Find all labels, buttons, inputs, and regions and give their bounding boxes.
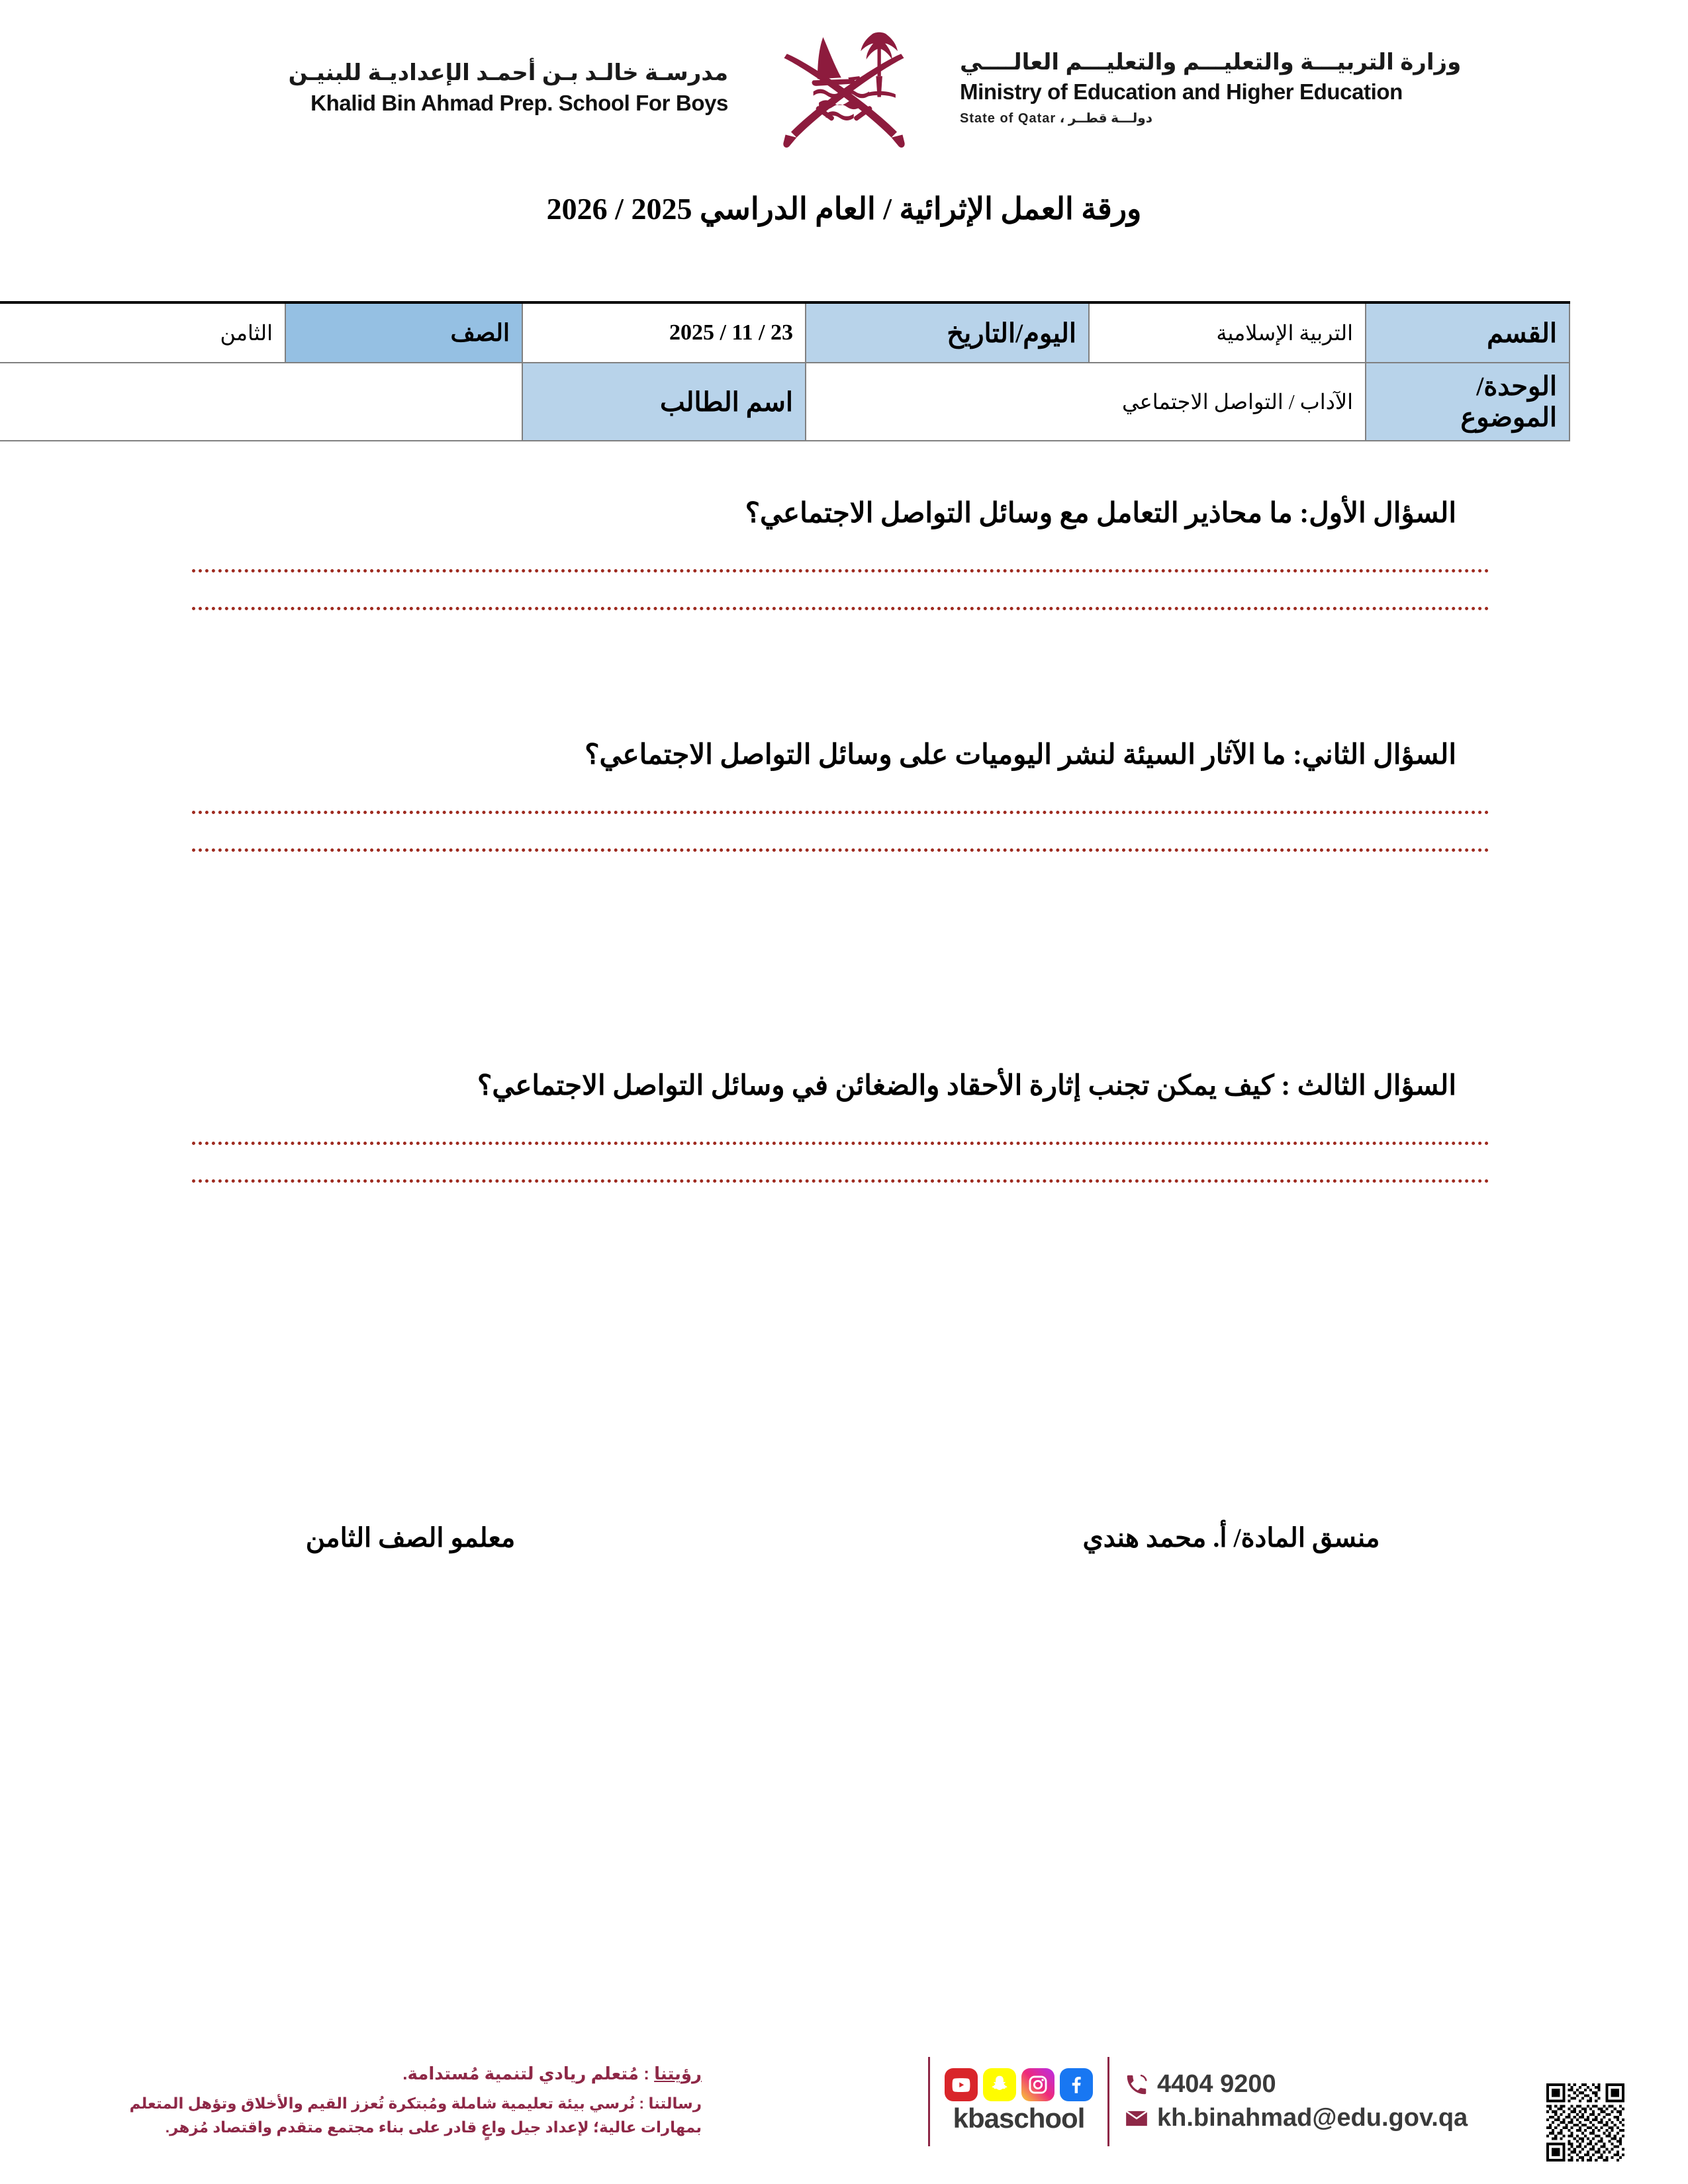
value-day-date: 2025 / 11 / 23 [522,302,806,363]
phone-number: 4404 9200 [1157,2070,1276,2098]
school-name-arabic: مدرسـة خالـد بـن أحمـد الإعداديـة للبنيـن [288,60,728,86]
question-2-text: السؤال الثاني: ما الآثار السيئة لنشر اليوميات على وسائل التواصل الاجتماعي؟ [585,740,1456,770]
youtube-icon[interactable] [945,2068,978,2101]
label-department: القسم [1366,302,1570,363]
answer-line[interactable] [192,1142,1489,1145]
page-header [0,25,1688,151]
social-icon-row [945,2068,1093,2101]
question-3-text: السؤال الثالث : كيف يمكن تجنب إثارة الأحقاد والضغائن في وسائل التواصل الاجتماعي؟ [477,1071,1456,1101]
table-row [0,363,1570,441]
coordinator-signature: منسق المادة/ أ. محمد هندي [1082,1523,1380,1553]
footer-divider-2 [1107,2057,1109,2146]
vision-statement [0,2064,702,2084]
answer-line[interactable] [192,811,1489,814]
vision-label: رؤيتنا [654,2063,702,2083]
answer-line[interactable] [192,848,1489,852]
vision-mission-block [0,2064,914,2139]
phone-icon [1124,2072,1149,2097]
question-1-text: السؤال الأول: ما محاذير التعامل مع وسائل التواصل الاجتماعي؟ [745,498,1456,529]
snapchat-icon[interactable] [983,2068,1016,2101]
school-name-english: Khalid Bin Ahmad Prep. School For Boys [310,90,728,115]
school-identity [152,60,748,115]
qatar-state-emblem [748,22,940,154]
social-handle[interactable]: kbaschool [953,2103,1085,2134]
worksheet-info-table [0,301,1570,441]
ministry-name-english: Ministry of Education and Higher Education [960,79,1403,105]
vision-body: : مُتعلم ريادي لتنمية مُستدامة. [402,2063,649,2083]
table-row [0,302,1570,363]
ministry-identity [940,50,1536,126]
social-media-block [945,2068,1093,2134]
question-3-block [0,1066,1688,1183]
instagram-icon[interactable] [1021,2068,1055,2101]
ministry-name-arabic: وزارة التربيـــة والتعليـــم والتعليـــم العالــــي [960,49,1462,75]
phone-row [1124,2070,1468,2099]
value-grade: الثامن [0,302,285,363]
answer-line[interactable] [192,607,1489,610]
facebook-icon[interactable] [1060,2068,1093,2101]
email-icon [1124,2106,1149,2131]
question-1-block [0,493,1688,610]
qr-code[interactable] [1546,2083,1624,2161]
question-3-answer-area[interactable] [0,1142,1688,1183]
label-day-date: اليوم/التاريخ [806,302,1089,363]
footer-divider [928,2057,930,2146]
value-student-name[interactable] [0,363,522,441]
answer-line[interactable] [192,569,1489,572]
mission-line-2: بمهارات عالية؛ لإعداد جيل واعٍ قادر على بناء مجتمع متقدم واقتصاد مُزهر. [165,2118,702,2136]
page-title: ورقة العمل الإثرائية / العام الدراسي 2025 / 2026 [546,192,1142,226]
label-unit-topic: الوحدة/ الموضوع [1366,363,1570,441]
question-1-answer-area[interactable] [0,569,1688,610]
email-row [1124,2104,1468,2132]
teachers-signature: معلمو الصف الثامن [305,1523,516,1553]
mission-line-1: رسالتنا : نُرسي بيئة تعليمية شاملة ومُبتكرة تُعزز القيم والأخلاق وتؤهل المتعلم [129,2094,702,2112]
page-footer [0,2025,1688,2177]
mission-statement [0,2092,702,2139]
value-department: التربية الإسلامية [1089,302,1366,363]
label-grade: الصف [285,302,522,363]
label-student-name: اسم الطالب [522,363,806,441]
signature-row [0,1522,1688,1553]
value-unit-topic: الآداب / التواصل الاجتماعي [806,363,1366,441]
state-of-qatar-label: دولـــة قطــر ، State of Qatar [960,111,1152,126]
contact-block [1124,2070,1468,2132]
answer-line[interactable] [192,1179,1489,1183]
question-2-block [0,735,1688,852]
question-2-answer-area[interactable] [0,811,1688,852]
email-address: kh.binahmad@edu.gov.qa [1157,2104,1468,2132]
